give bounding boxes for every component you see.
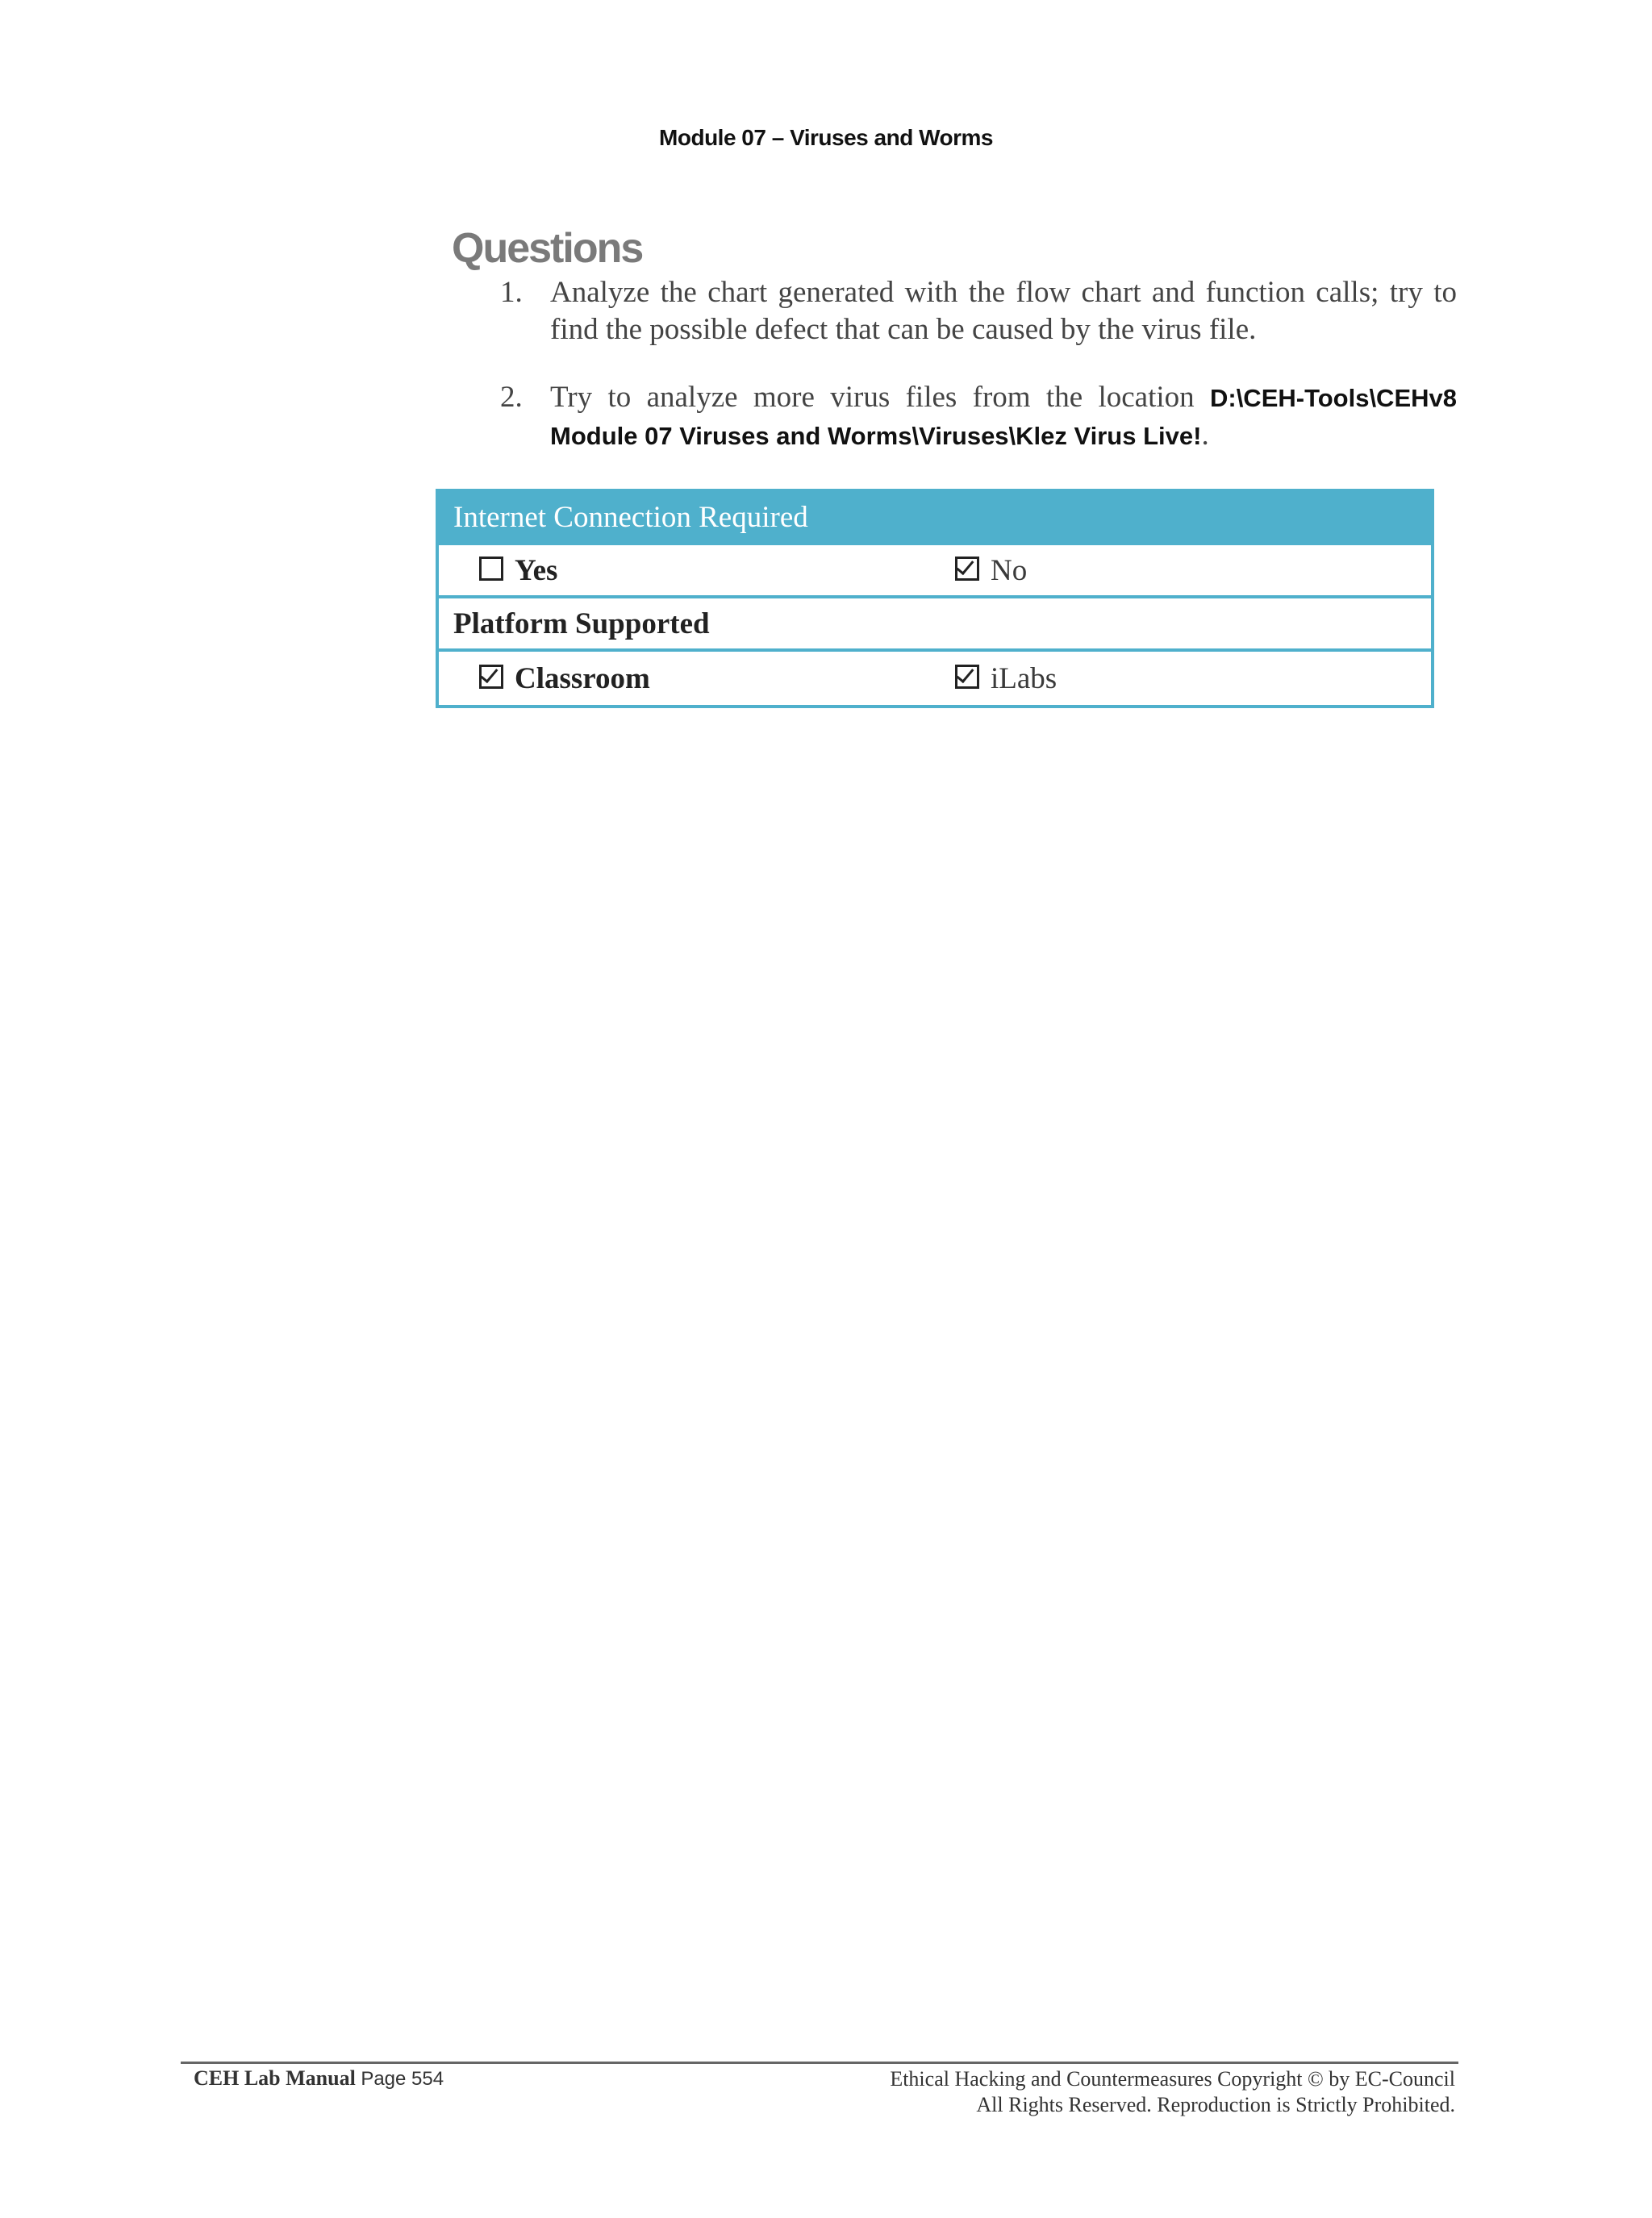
platform-classroom-option — [439, 661, 955, 696]
internet-no-option — [955, 553, 1027, 588]
question-number: 2. — [500, 381, 523, 414]
internet-yes-label: Yes — [515, 553, 558, 587]
internet-no-label: No — [991, 553, 1028, 587]
module-header: Module 07 – Viruses and Worms — [659, 125, 993, 150]
checked-box-icon — [955, 557, 979, 581]
platform-ilabs-option — [955, 661, 1057, 696]
manual-label: CEH Lab Manual — [194, 2066, 356, 2090]
platform-header: Platform Supported — [453, 607, 710, 640]
checked-box-icon — [955, 665, 979, 689]
platform-ilabs-label: iLabs — [991, 661, 1058, 695]
question-number: 1. — [500, 276, 523, 309]
unchecked-box-icon — [479, 557, 503, 581]
copyright-line-2: All Rights Reserved. Reproduction is Strictly Prohibited. — [976, 2093, 1455, 2116]
question-item — [500, 274, 1457, 348]
copyright-line-1: Ethical Hacking and Countermeasures Copyright © by EC-Council — [890, 2067, 1455, 2091]
page-number: Page 554 — [361, 2068, 444, 2090]
question-text: Try to analyze more virus files from the location — [550, 381, 1210, 414]
question-list — [500, 274, 1457, 455]
footer-copyright — [890, 2066, 1455, 2118]
platform-header-row — [439, 598, 1431, 652]
platform-options-row — [439, 652, 1431, 705]
footer-left — [194, 2066, 444, 2091]
platform-classroom-label: Classroom — [515, 661, 650, 695]
questions-heading: Questions — [452, 225, 643, 272]
internet-options-row — [439, 545, 1431, 598]
question-text-end: . — [1201, 419, 1209, 452]
file-path: D:\CEH-Tools\CEHv8 Module 07 Viruses and Worms\Viruses\Klez Virus Live! — [550, 384, 1457, 450]
internet-header-row — [439, 492, 1431, 545]
checked-box-icon — [479, 665, 503, 689]
internet-yes-option — [439, 553, 955, 588]
internet-header: Internet Connection Required — [453, 500, 808, 534]
footer-divider — [181, 2062, 1458, 2064]
question-item — [500, 379, 1457, 455]
question-text: Analyze the chart generated with the flow chart and function calls; try to find the possible defect that can be caused by the virus file. — [550, 276, 1457, 346]
requirements-table — [436, 489, 1434, 708]
